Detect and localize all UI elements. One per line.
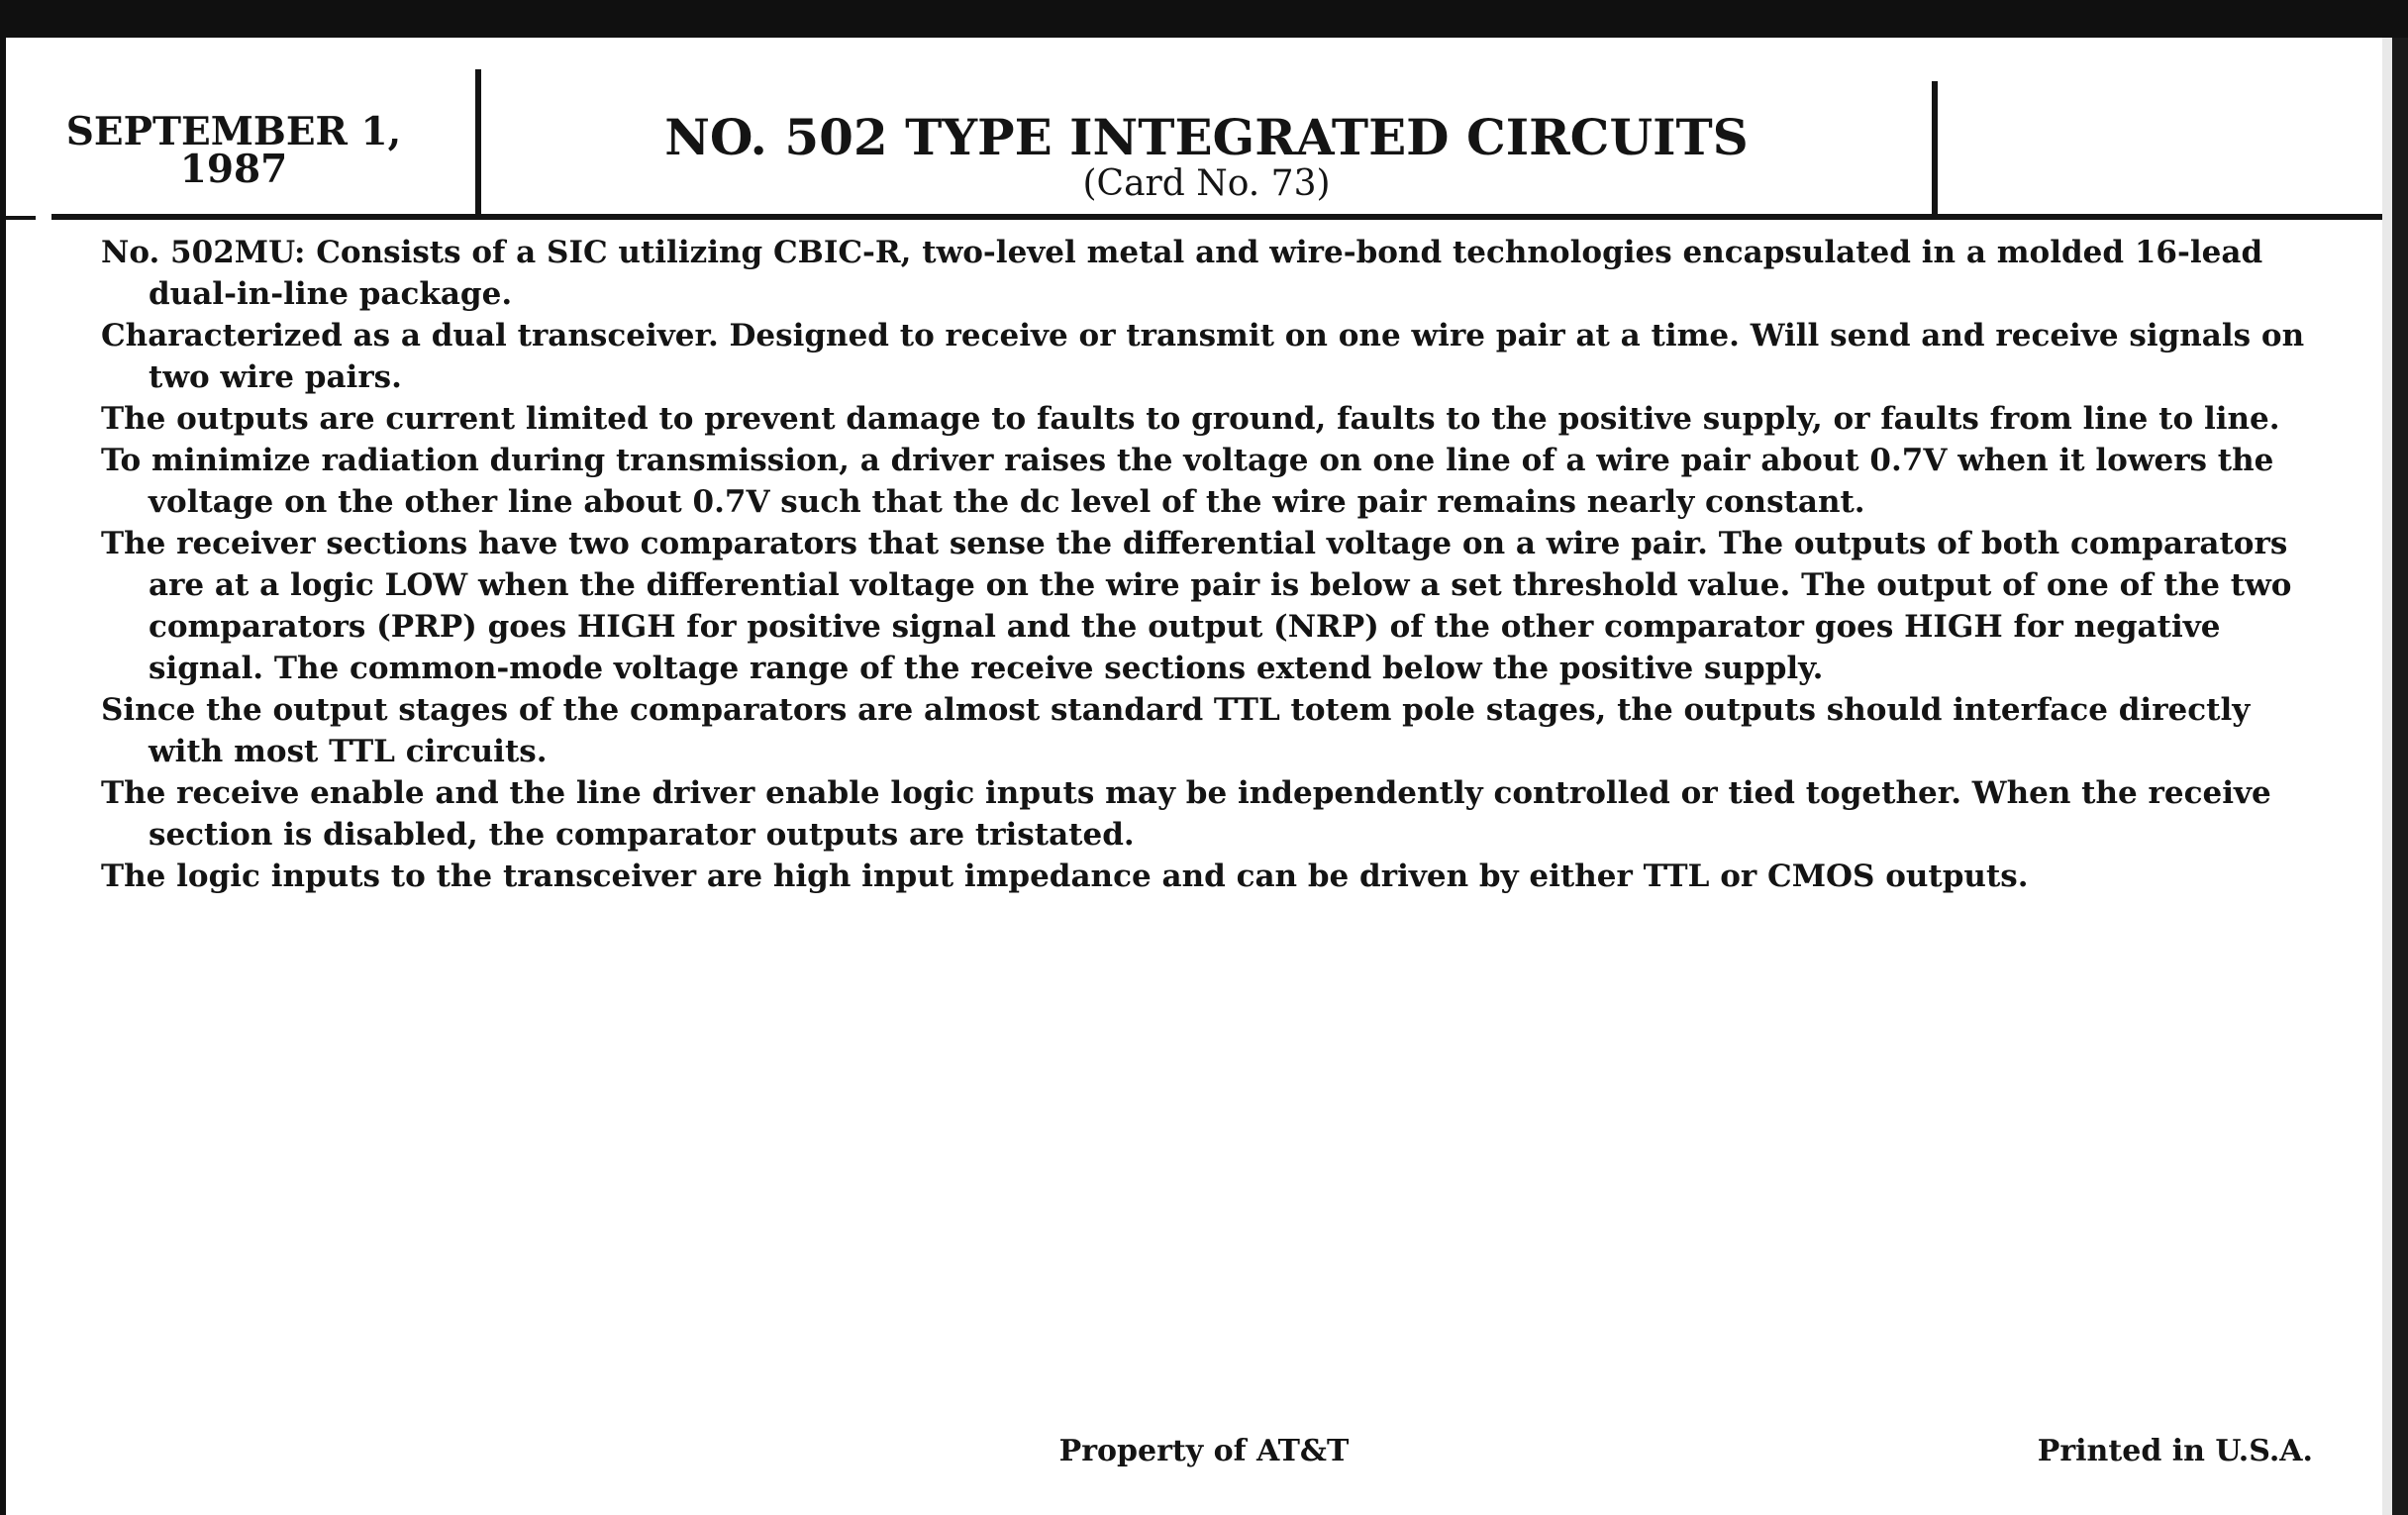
issue-date bbox=[46, 109, 422, 192]
title-block bbox=[481, 109, 1932, 202]
paragraph-2: Characterized as a dual transceiver. Designed to receive or transmit on one wire pair at a time. Will send and receive signals on two wire pairs. bbox=[101, 318, 2305, 395]
document-card bbox=[6, 38, 2382, 1515]
footer-printed: Printed in U.S.A. bbox=[2037, 1434, 2313, 1468]
paragraph-4: To minimize radiation during transmission, a driver raises the voltage on one line of a wire pair about 0.7V when it lowers the voltage on the other line about 0.7V such that the dc level of the wire pair remains nearly constant. bbox=[101, 443, 2274, 520]
header-rule bbox=[51, 214, 2382, 220]
footer-property: Property of AT&T bbox=[1058, 1434, 1350, 1468]
issue-date-line2: 1987 bbox=[179, 147, 288, 192]
paragraph-5: The receiver sections have two comparators that sense the differential voltage on a wire pair. The outputs of both comparators are at a logic LOW when the differential voltage on the wire pair is below a set threshold value. The output of one of the two comparators (PRP) goes HIGH for positive signal and the output (NRP) of the other comparator goes HIGH for negative signal. The common-mode voltage range of the receive sections extend below the positive supply. bbox=[101, 526, 2292, 686]
header-rule-tick bbox=[6, 216, 36, 220]
card-title: NO. 502 TYPE INTEGRATED CIRCUITS bbox=[664, 108, 1749, 166]
header-divider-right bbox=[1932, 81, 1938, 216]
issue-date-line1: SEPTEMBER 1, bbox=[65, 109, 402, 154]
paragraph-3: The outputs are current limited to prevent damage to faults to ground, faults to the positive supply, or faults from line to line. bbox=[101, 401, 2280, 437]
card-body bbox=[101, 232, 2309, 897]
card-header bbox=[6, 38, 2382, 216]
paragraph-1: No. 502MU: Consists of a SIC utilizing CBIC-R, two-level metal and wire-bond technologies encapsulated in a molded 16-lead dual-in-line package. bbox=[101, 235, 2263, 312]
paragraph-6: Since the output stages of the comparators are almost standard TTL totem pole stages, the outputs should interface directly with most TTL circuits. bbox=[101, 692, 2251, 769]
card-subtitle: (Card No. 73) bbox=[1082, 163, 1331, 204]
paragraph-8: The logic inputs to the transceiver are high input impedance and can be driven by either TTL or CMOS outputs. bbox=[101, 858, 2029, 894]
scan-edge-strip bbox=[2382, 38, 2392, 1515]
paragraph-7: The receive enable and the line driver enable logic inputs may be independently controlled or tied together. When the receive section is disabled, the comparator outputs are tristated. bbox=[101, 775, 2271, 853]
